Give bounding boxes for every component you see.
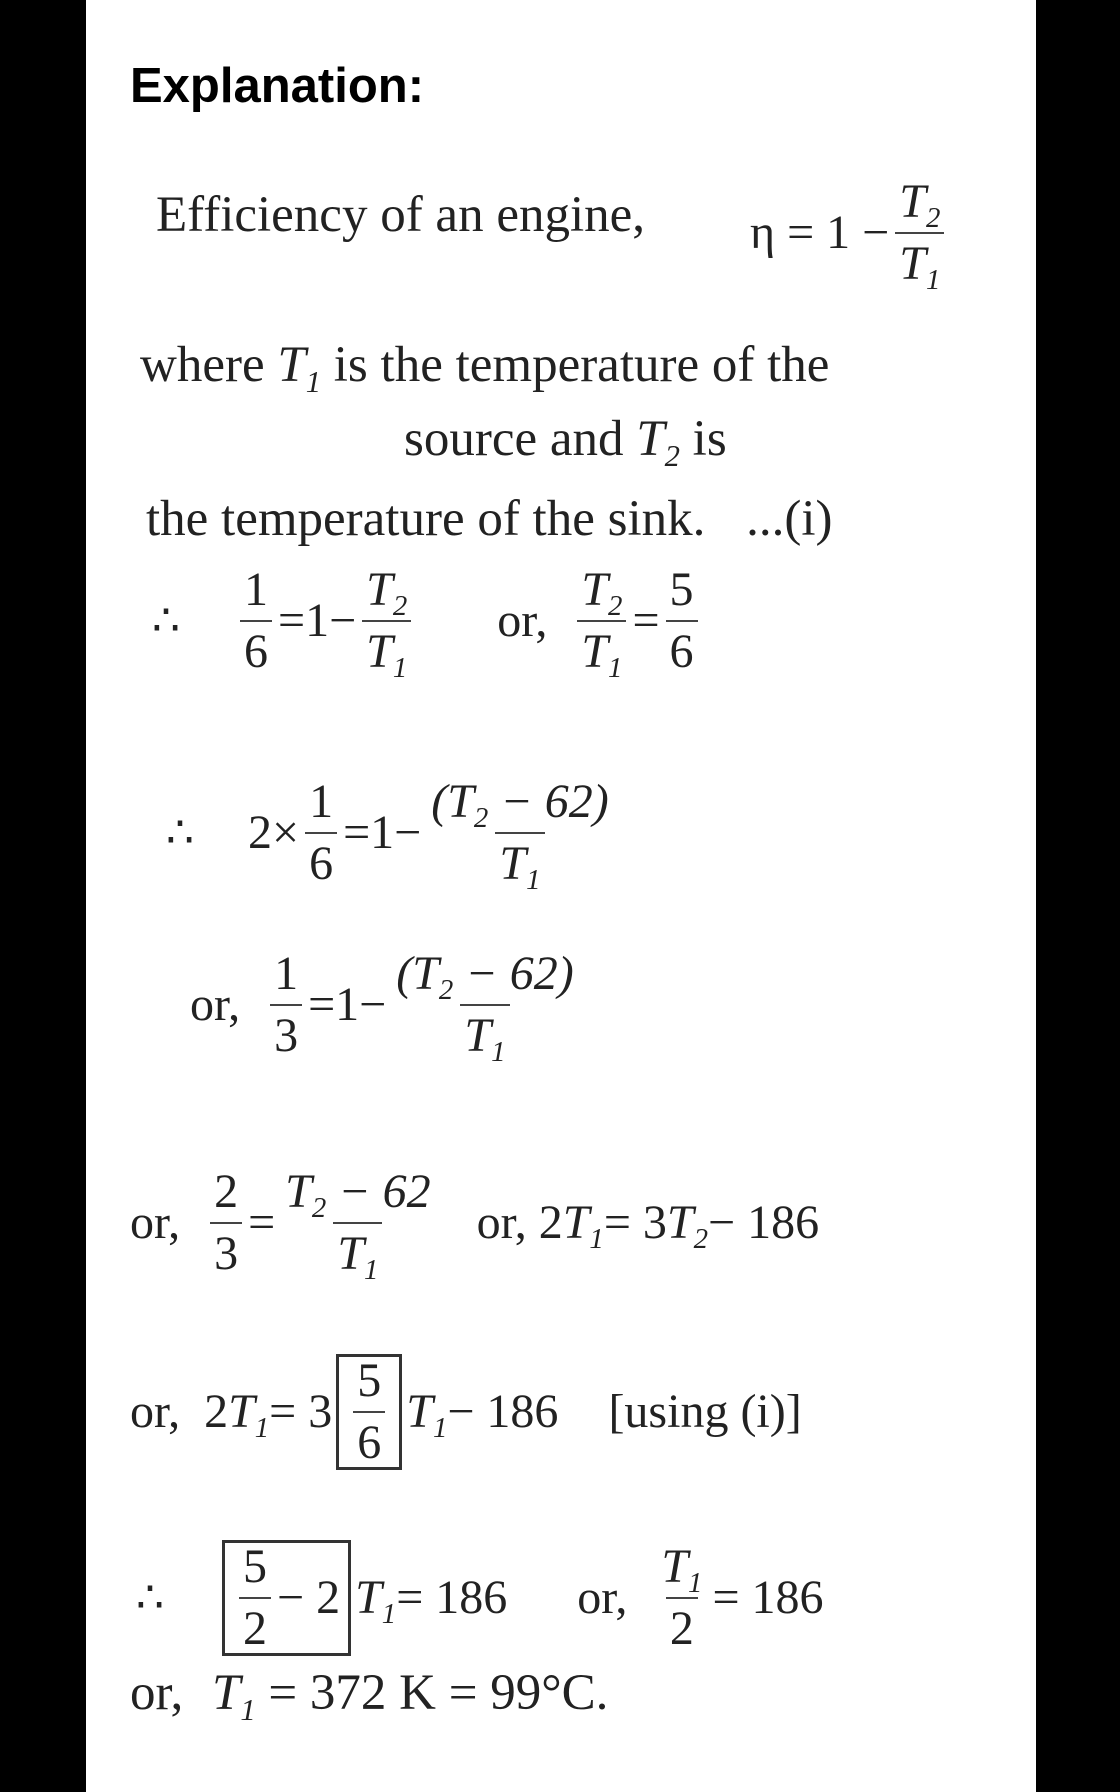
bracket-group: $\frac{5}{2}$ − 2 [222, 1540, 351, 1656]
where-line-3: the temperature of the sink. ...(i) [146, 491, 833, 547]
equation-2: ∴ 2× $\frac{1}{6}$ = 1 − $\frac{(T_2 - 62)}{T_1}$ [166, 775, 609, 897]
t2-over-t1-fraction: $\frac{T_2}{T_1}$ [895, 178, 944, 288]
equation-1: ∴ $\frac{1}{6}$ = 1 − $\frac{T_2}{T_1}$ or, $\frac{T_2}{T_1}$ = $\frac{5}{6}$ [152, 566, 704, 676]
efficiency-text: Efficiency of an engine, [156, 187, 646, 243]
efficiency-formula: η = 1 − $\frac{T_2}{T_1}$ [750, 178, 950, 288]
bracket-group: $\frac{5}{6}$ [336, 1354, 402, 1470]
where-line-1: where $T_1$ is the temperature of the [140, 337, 830, 399]
equation-5: or, 2 $T_1$ = 3 $\frac{5}{6}$ $T_1$ − 186 [using (i)] [130, 1354, 802, 1469]
explanation-heading: Explanation: [130, 59, 425, 113]
final-answer: or, $T_1 = 372$ K = 99°C. [130, 1665, 609, 1727]
equation-4: or, $\frac{2}{3}$ = $\frac{T_2 - 62}{T_1}$ or, 2 $T_1$ = 3 $T_2$ − 186 [130, 1165, 820, 1287]
where-line-2: source and $T_2$ is [404, 411, 727, 473]
equation-6: ∴ $\frac{5}{2}$ − 2 $T_1$ = 186 or, $\frac{T_1}{2}$ = 186 [136, 1540, 824, 1655]
equation-3: or, $\frac{1}{3}$ = 1 − $\frac{(T_2 - 62)}{T_1}$ [190, 947, 574, 1069]
document-page [86, 0, 1036, 1792]
